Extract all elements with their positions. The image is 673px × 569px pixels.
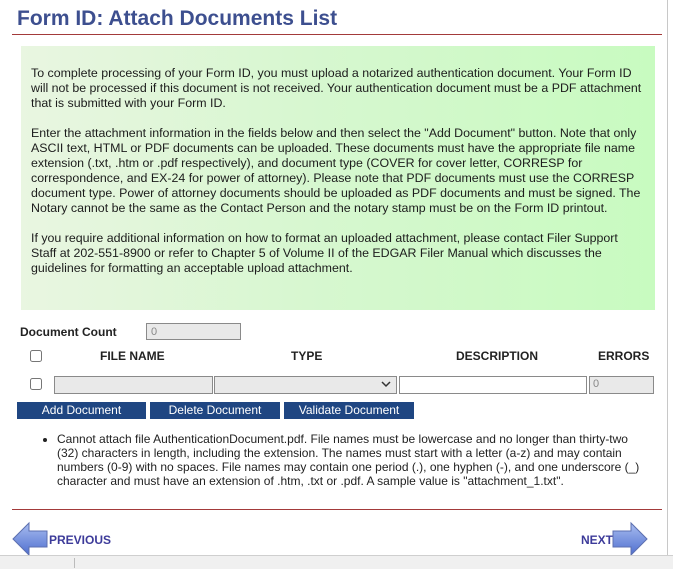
column-header-type: TYPE [291, 349, 323, 363]
bottom-divider [12, 509, 662, 510]
document-count-label: Document Count [20, 325, 117, 339]
column-header-errors: ERRORS [598, 349, 650, 363]
previous-label: PREVIOUS [49, 533, 112, 547]
document-type-select[interactable] [214, 376, 397, 394]
title-divider [12, 34, 662, 35]
add-document-button[interactable]: Add Document [17, 402, 146, 419]
next-button[interactable] [576, 521, 648, 557]
errors-field: 0 [589, 376, 654, 394]
browser-status-bar [0, 555, 673, 569]
previous-button[interactable] [12, 521, 112, 557]
instructions-panel [21, 46, 655, 310]
column-header-description: DESCRIPTION [456, 349, 539, 363]
select-all-checkbox[interactable] [30, 350, 42, 362]
validate-document-button[interactable]: Validate Document [284, 402, 414, 419]
file-name-field[interactable] [54, 376, 213, 394]
instructions-paragraph-1: To complete processing of your Form ID, you must upload a notarized authentication document. Your Form ID will not be processed if this document is not received. Your authentication document must be a PDF attachment that is submitted with your Form ID. [31, 66, 642, 110]
delete-document-button[interactable]: Delete Document [150, 402, 280, 419]
description-field[interactable] [399, 376, 587, 394]
page-title: Form ID: Attach Documents List [17, 7, 338, 30]
instructions-paragraph-2: Enter the attachment information in the fields below and then select the "Add Document" button. Note that only ASCII text, HTML or PDF documents can be uploaded. These documents must have the appropriate file name extension (.txt, .htm or .pdf respectively), and document type (COVER for cover letter, CORRESP for correspondence, and EX-24 for power of attorney). Please note that PDF documents must use the CORRESP document type. Power of attorney documents should be uploaded as PDF documents and must be signed. The Notary cannot be the same as the Contact Person and the notary stamp must be on the Form ID printout. [31, 126, 641, 215]
status-divider [74, 558, 75, 568]
next-label: NEXT [581, 533, 614, 547]
instructions-paragraph-3: If you require additional information on how to format an uploaded attachment, please contact Filer Support Staff at 202-551-8900 or refer to Chapter 5 of Volume II of the EDGAR Filer Manual which discusses the guidelines for formatting an acceptable upload attachment. [31, 231, 618, 275]
error-message-item: • Cannot attach file AuthenticationDocument.pdf. File names must be lowercase and no longer than thirty-two (32) characters in length, including the extension. The names must start with a letter (a-z) and may contain numbers (0-9) with no spaces. File names may contain one period (.), one hyphen (-), and one underscore (_) character and must have an extension of .htm, .txt or .pdf. A sample value is "attachment_1.txt". [57, 432, 652, 488]
document-count-field [146, 323, 241, 340]
right-arrow-icon [612, 521, 648, 557]
error-messages [24, 432, 652, 488]
left-arrow-icon [12, 521, 48, 557]
chevron-down-icon [381, 379, 391, 392]
row-select-checkbox[interactable] [30, 378, 42, 390]
column-header-file-name: FILE NAME [100, 349, 165, 363]
